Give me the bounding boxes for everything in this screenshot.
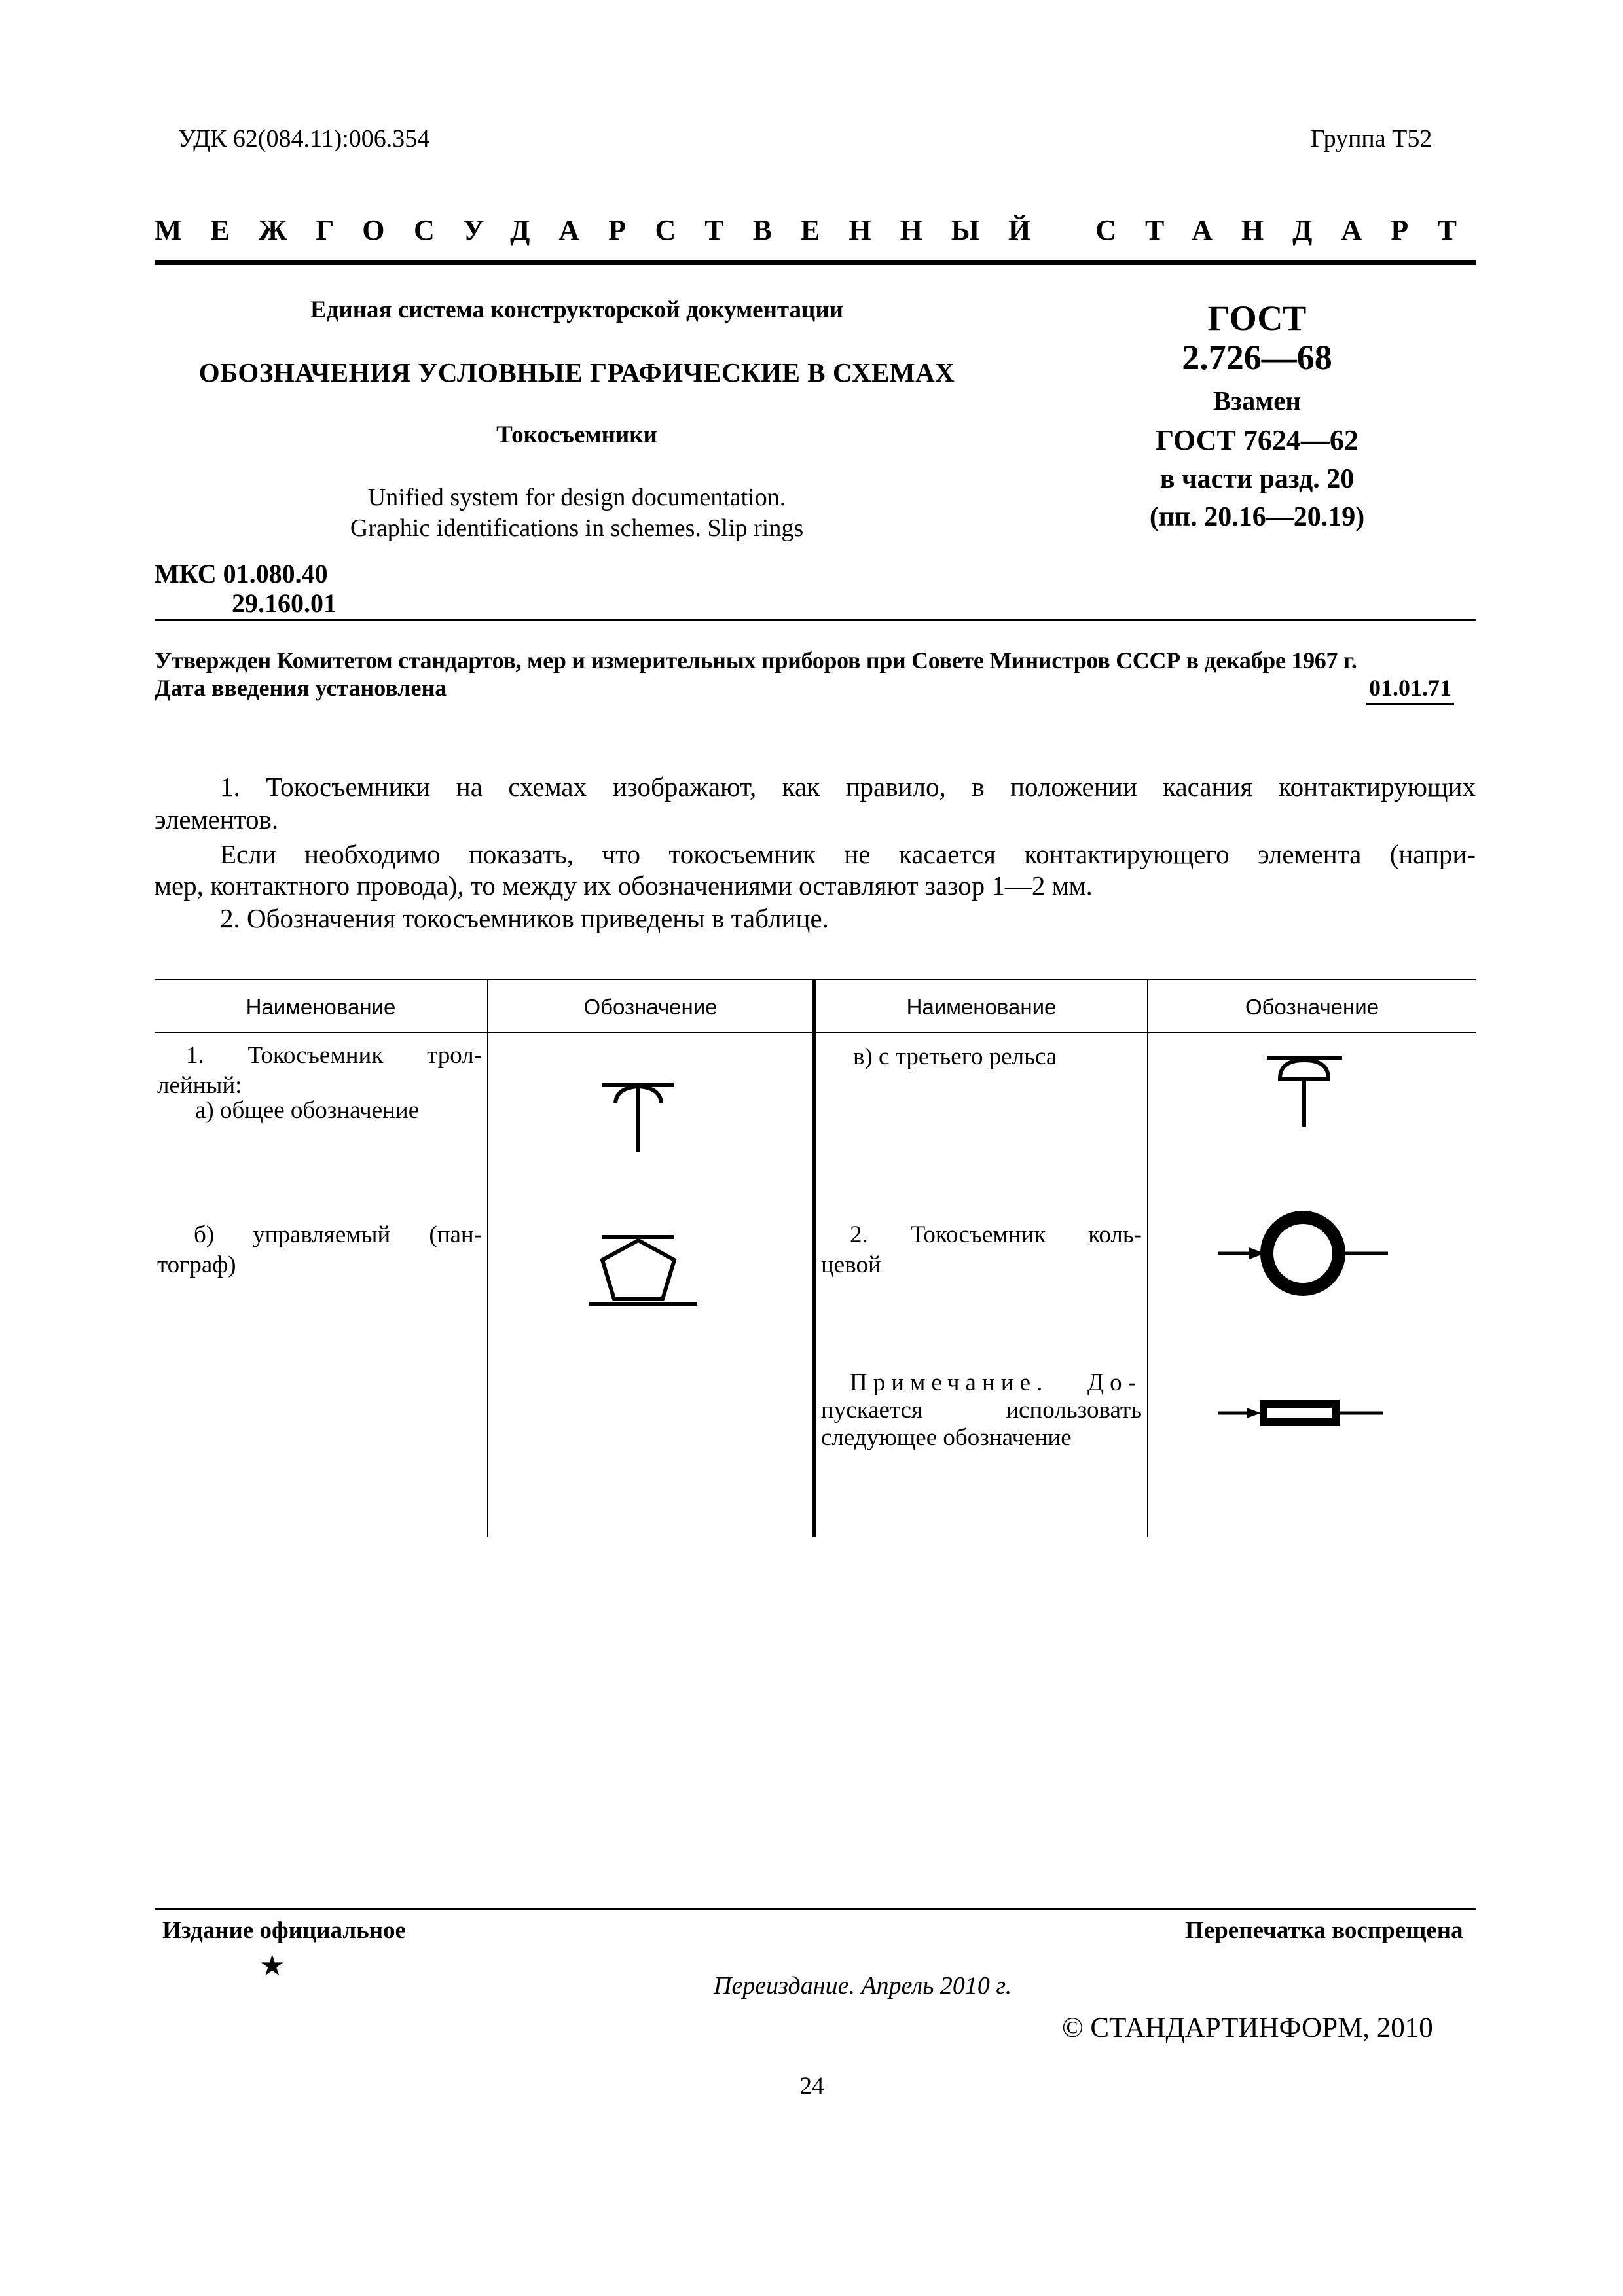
paragraph-1-line1: 1. Токосъемники на схемах изображают, как правило, в положении касания контактирующих (220, 772, 1476, 802)
ring-collector-icon (1211, 1204, 1395, 1302)
banner-rule (155, 260, 1476, 265)
gost-number: 2.726—68 (1182, 338, 1332, 377)
pantograph-icon (576, 1217, 707, 1316)
copyright: © СТАНДАРТИНФОРМ, 2010 (1062, 2013, 1433, 2043)
introduction-date-label: Дата введения установлена (155, 675, 447, 701)
note-line3: следующее обозначение (821, 1424, 1072, 1451)
mks-code-2: 29.160.01 (232, 588, 337, 618)
introduction-date: 01.01.71 (1366, 674, 1454, 705)
system-name: Единая система конструкторской документации (310, 296, 843, 323)
title-rule (155, 619, 1476, 621)
mks-code-1: МКС 01.080.40 (155, 559, 328, 588)
old-gost-part: в части разд. 20 (1159, 464, 1355, 494)
row-1c-name: в) с третьего рельса (853, 1043, 1057, 1070)
footer-rule (155, 1908, 1476, 1910)
paragraph-1 (155, 770, 1476, 803)
row-2-name-line1: 2. Токосъемник коль- (850, 1221, 1142, 1248)
trolley-general-icon (576, 1067, 707, 1158)
document-title: ОБОЗНАЧЕНИЯ УСЛОВНЫЕ ГРАФИЧЕСКИЕ В СХЕМАХ (198, 357, 955, 387)
row-1-name-line1: 1. Токосъемник трол- (186, 1042, 482, 1069)
row-2-name-line2: цевой (821, 1251, 881, 1278)
paragraph-3: 2. Обозначения токосъемников приведены в таблице. (220, 903, 829, 933)
english-title-line2: Graphic identifications in schemes. Slip rings (350, 514, 804, 542)
table-col-divider-1 (487, 979, 488, 1537)
table-col-divider-2 (812, 979, 816, 1537)
paragraph-1-line2: элементов. (155, 804, 279, 834)
paragraph-2-line1: Если необходимо показать, что токосъемник не касается контактирующего элемента (напри- (220, 839, 1476, 869)
row-1a-name: а) общее обозначение (195, 1097, 420, 1124)
note-line1: Примечание. До- (850, 1369, 1142, 1396)
row-1b-name-line2: тограф) (157, 1251, 236, 1278)
udc-code: УДК 62(084.11):006.354 (178, 125, 430, 152)
note-line2: пускается использовать (821, 1397, 1142, 1424)
ring-collector-alt-icon (1211, 1388, 1395, 1440)
star-icon: ★ (259, 1949, 285, 1982)
old-gost-items: (пп. 20.16—20.19) (1149, 502, 1365, 532)
paragraph-2 (155, 838, 1476, 870)
header-symbol-right: Обозначение (1245, 995, 1379, 1019)
paragraph-2-line2: мер, контактного провода), то между их обозначениями оставляют зазор 1—2 мм. (155, 870, 1093, 901)
reprint-prohibited: Перепечатка воспрещена (1185, 1917, 1463, 1944)
header-symbol-left: Обозначение (583, 995, 718, 1019)
approval-statement: Утвержден Комитетом стандартов, мер и измерительных приборов при Совете Министров СССР в декабре 1967 г. (155, 647, 1357, 673)
official-edition: Издание официальное (162, 1917, 406, 1944)
table-col-divider-3 (1147, 979, 1148, 1537)
reissue-note: Переиздание. Апрель 2010 г. (714, 1972, 1012, 2000)
replaces-label: Взамен (1213, 386, 1302, 416)
english-title-line1: Unified system for design documentation. (367, 484, 786, 511)
row-1b-name-line1: б) управляемый (пан- (194, 1221, 482, 1248)
page-number: 24 (799, 2073, 824, 2100)
row-1-name-line2: лейный: (157, 1072, 242, 1099)
header-name-right: Наименование (906, 995, 1057, 1019)
group-code: Группа Т52 (1311, 125, 1432, 152)
gost-label: ГОСТ (1207, 298, 1307, 338)
third-rail-icon (1257, 1041, 1355, 1132)
header-name-left: Наименование (246, 995, 396, 1019)
document-subtitle: Токосъемники (496, 422, 657, 448)
interstate-standard-banner: МЕЖГОСУДАРСТВЕННЫЙ СТАНДАРТ (155, 214, 1486, 246)
old-gost: ГОСТ 7624—62 (1156, 424, 1359, 456)
